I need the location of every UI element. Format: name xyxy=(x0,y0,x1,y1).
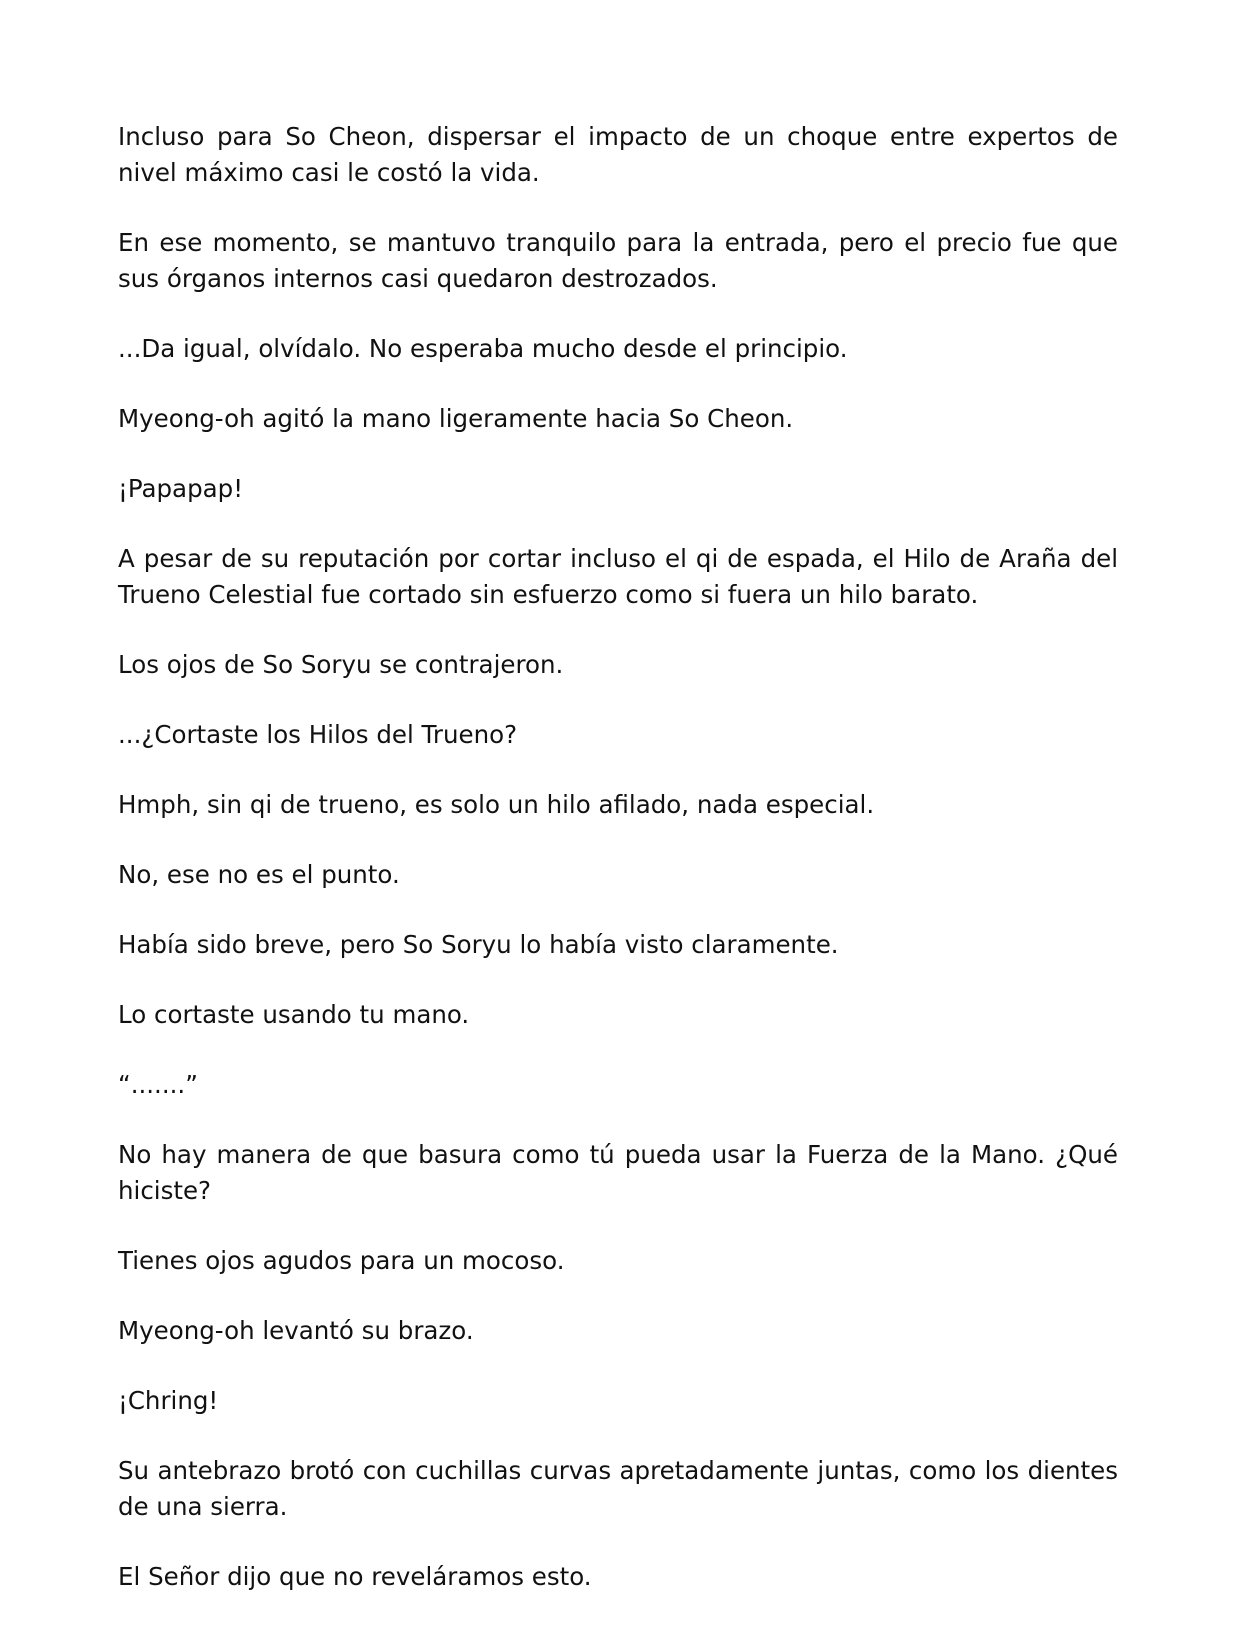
paragraph: Lo cortaste usando tu mano. xyxy=(118,1000,470,1029)
paragraph: Myeong-oh agitó la mano ligeramente hacia So Cheon. xyxy=(118,404,794,433)
paragraph: No, ese no es el punto. xyxy=(118,860,400,889)
paragraph: Los ojos de So Soryu se contrajeron. xyxy=(118,650,564,679)
paragraph: En ese momento, se mantuvo tranquilo para la entrada, pero el precio fue que sus órganos internos casi quedaron destrozados. xyxy=(118,228,1118,293)
paragraph: Incluso para So Cheon, dispersar el impacto de un choque entre expertos de nivel máximo casi le costó la vida. xyxy=(118,122,1118,187)
paragraph: ...¿Cortaste los Hilos del Trueno? xyxy=(118,720,518,749)
paragraph: Hmph, sin qi de trueno, es solo un hilo afilado, nada especial. xyxy=(118,790,875,819)
document-body xyxy=(118,119,1118,1629)
paragraph: A pesar de su reputación por cortar incluso el qi de espada, el Hilo de Araña del Trueno Celestial fue cortado sin esfuerzo como si fuera un hilo barato. xyxy=(118,544,1118,609)
paragraph: ¡Chring! xyxy=(118,1386,219,1415)
paragraph: Tienes ojos agudos para un mocoso. xyxy=(118,1246,565,1275)
paragraph: Su antebrazo brotó con cuchillas curvas apretadamente juntas, como los dientes de una sierra. xyxy=(118,1456,1118,1521)
paragraph: Myeong-oh levantó su brazo. xyxy=(118,1316,474,1345)
paragraph: ¡Papapap! xyxy=(118,474,244,503)
paragraph: ...Da igual, olvídalo. No esperaba mucho desde el principio. xyxy=(118,334,848,363)
paragraph: Había sido breve, pero So Soryu lo había visto claramente. xyxy=(118,930,839,959)
paragraph: “.......” xyxy=(118,1070,198,1099)
paragraph: El Señor dijo que no reveláramos esto. xyxy=(118,1562,592,1591)
paragraph: No hay manera de que basura como tú pueda usar la Fuerza de la Mano. ¿Qué hiciste? xyxy=(118,1140,1118,1205)
